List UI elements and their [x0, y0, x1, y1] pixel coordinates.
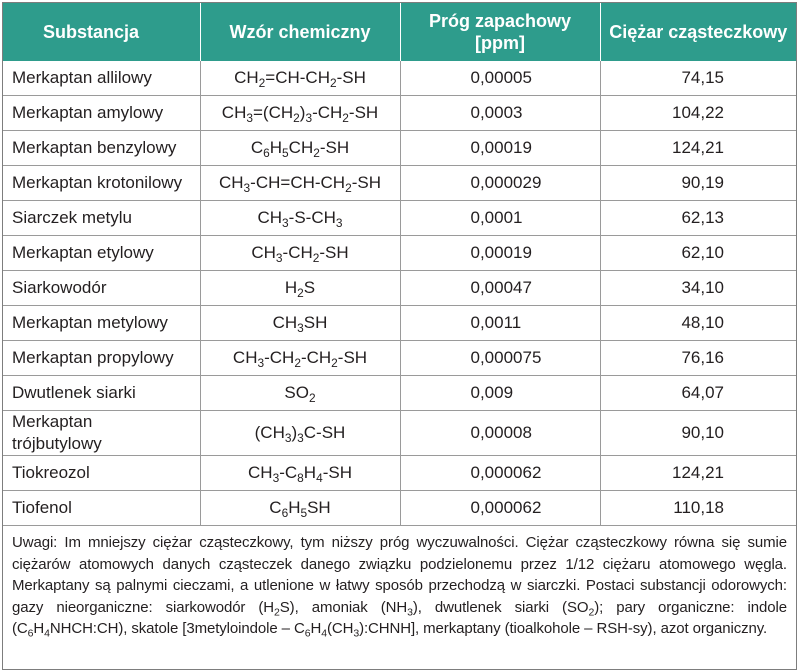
molecular-weight-value: 62,10 — [600, 236, 796, 271]
chemical-formula: $H_2S$ — [200, 271, 400, 306]
substance-name: Dwutlenek siarki — [3, 376, 200, 411]
substance-name: Siarkowodór — [3, 271, 200, 306]
substance-name: Merkaptan metylowy — [3, 306, 200, 341]
table-row — [3, 96, 796, 131]
odor-threshold-value: 0,00008 — [400, 411, 600, 456]
odor-threshold-value: 0,000029 — [400, 166, 600, 201]
substance-name: Siarczek metylu — [3, 201, 200, 236]
table-row — [3, 456, 796, 491]
odor-threshold-table-panel — [2, 2, 797, 670]
odor-threshold-value: 0,00047 — [400, 271, 600, 306]
table-row — [3, 61, 796, 96]
odor-threshold-value: 0,00019 — [400, 131, 600, 166]
substance-name: Merkaptan etylowy — [3, 236, 200, 271]
chemical-formula: $C_6H_5CH_2-SH$ — [200, 131, 400, 166]
odor-threshold-value: 0,0003 — [400, 96, 600, 131]
molecular-weight-value: 62,13 — [600, 201, 796, 236]
table-row — [3, 271, 796, 306]
header-molecular-weight: Ciężar cząsteczkowy — [600, 3, 796, 61]
chemical-formula: $CH_3-CH_2-CH_2-SH$ — [200, 341, 400, 376]
molecular-weight-value: 124,21 — [600, 456, 796, 491]
odor-threshold-value: 0,0001 — [400, 201, 600, 236]
chemical-formula: $CH_3-CH=CH-CH_2-SH$ — [200, 166, 400, 201]
table-row — [3, 236, 796, 271]
header-substance: Substancja — [3, 3, 200, 61]
chemical-formula: $CH_3-CH_2-SH$ — [200, 236, 400, 271]
substance-name: Tiofenol — [3, 491, 200, 526]
chemical-formula: $(CH_3)_3C-SH$ — [200, 411, 400, 456]
odor-threshold-value: 0,0011 — [400, 306, 600, 341]
odor-threshold-value: 0,000062 — [400, 491, 600, 526]
header-odor-threshold: Próg zapachowy [ppm] — [400, 3, 600, 61]
molecular-weight-value: 104,22 — [600, 96, 796, 131]
odor-threshold-value: 0,000062 — [400, 456, 600, 491]
chemical-formula: $SO_2$ — [200, 376, 400, 411]
table-row — [3, 341, 796, 376]
chemical-formula: $C_6H_5SH$ — [200, 491, 400, 526]
substance-name: Merkaptan propylowy — [3, 341, 200, 376]
table-row — [3, 491, 796, 526]
odor-threshold-table — [3, 3, 796, 526]
substance-name: Tiokreozol — [3, 456, 200, 491]
odor-threshold-value: 0,000075 — [400, 341, 600, 376]
table-row — [3, 376, 796, 411]
chemical-formula: $CH_3SH$ — [200, 306, 400, 341]
molecular-weight-value: 64,07 — [600, 376, 796, 411]
table-header-row — [3, 3, 796, 61]
table-row — [3, 131, 796, 166]
molecular-weight-value: 34,10 — [600, 271, 796, 306]
table-row — [3, 411, 796, 456]
odor-threshold-value: 0,009 — [400, 376, 600, 411]
substance-name: Merkaptan trójbutylowy — [3, 411, 200, 456]
header-formula: Wzór chemiczny — [200, 3, 400, 61]
table-row — [3, 166, 796, 201]
molecular-weight-value: 90,19 — [600, 166, 796, 201]
chemical-formula: $CH_3-C_8H_4-SH$ — [200, 456, 400, 491]
substance-name: Merkaptan benzylowy — [3, 131, 200, 166]
chemical-formula: $CH_3=(CH_2)_3-CH_2-SH$ — [200, 96, 400, 131]
molecular-weight-value: 74,15 — [600, 61, 796, 96]
molecular-weight-value: 48,10 — [600, 306, 796, 341]
table-row — [3, 306, 796, 341]
odor-threshold-value: 0,00019 — [400, 236, 600, 271]
table-note: Uwagi: Im mniejszy ciężar cząsteczkowy, tym niższy próg wyczuwalności. Ciężar cząsteczkowy równa się sumie ciężarów atomowych danych cząsteczek danego związku podzielonemu przez 1/12 ciężaru atomowego węgla. Merkaptany są palnymi cieczami, a utlenione w łatwy sposób przechodzą w siarczki. Postaci substancji odorowych: gazy nieorganiczne: siarkowodór $(H_2S)$, amoniak $(NH_3)$, dwutlenek siarki $(SO_2)$; pary organiczne: indole $(C_6H_4NHCH:CH)$, skatole [3metyloindole – $C_6H_4(CH_3):CHNH$], merkaptany (tioalkohole – RSH-sy), azot organiczny. — [12, 534, 787, 641]
substance-name: Merkaptan krotonilowy — [3, 166, 200, 201]
chemical-formula: $CH_3-S-CH_3$ — [200, 201, 400, 236]
odor-threshold-value: 0,00005 — [400, 61, 600, 96]
table-row — [3, 201, 796, 236]
chemical-formula: $CH_2=CH-CH_2-SH$ — [200, 61, 400, 96]
molecular-weight-value: 124,21 — [600, 131, 796, 166]
substance-name: Merkaptan amylowy — [3, 96, 200, 131]
molecular-weight-value: 110,18 — [600, 491, 796, 526]
molecular-weight-value: 90,10 — [600, 411, 796, 456]
substance-name: Merkaptan allilowy — [3, 61, 200, 96]
molecular-weight-value: 76,16 — [600, 341, 796, 376]
